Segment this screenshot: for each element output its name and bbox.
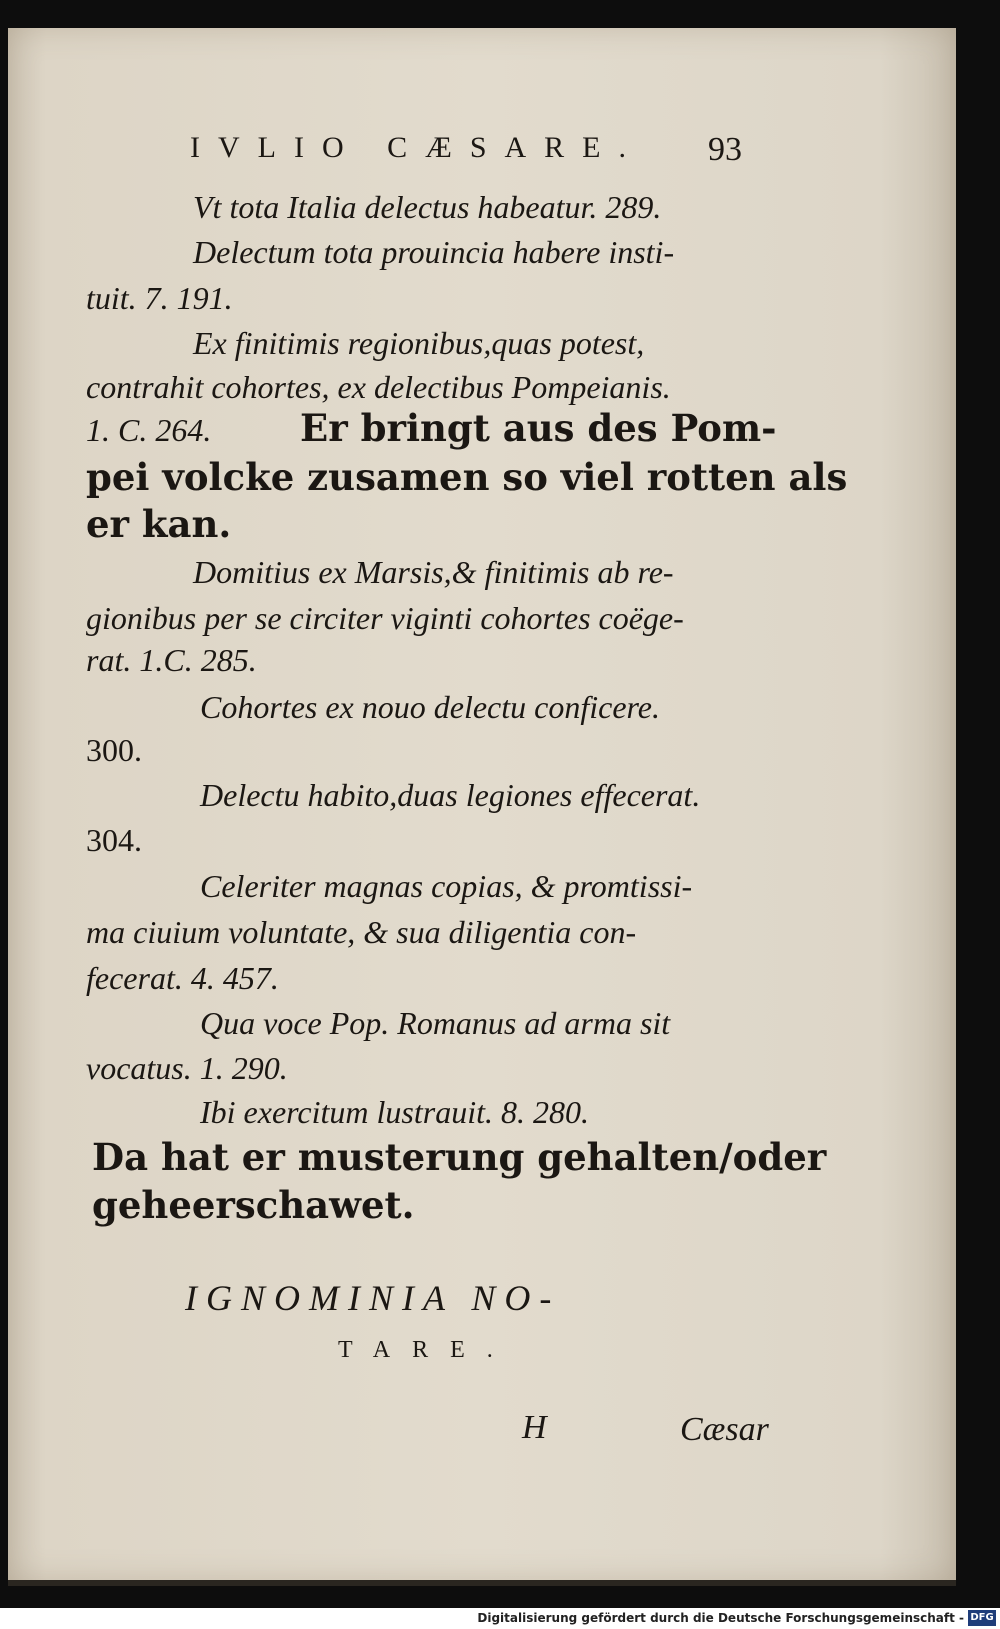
text-line-6: 1. C. 264. <box>86 412 212 448</box>
text-line-16: 304. <box>86 822 142 858</box>
text-line-13: Cohortes ex nouo delectu conficere. <box>200 689 660 725</box>
text-line-19: fecerat. 4. 457. <box>86 960 279 996</box>
text-line-23: Da hat er musterung gehalten/oder <box>92 1135 827 1179</box>
section-title: IGNOMINIA NO- <box>185 1278 561 1318</box>
text-line-10: Domitius ex Marsis,& finitimis ab re- <box>193 554 674 590</box>
text-line-15: Delectu habito,duas legiones effecerat. <box>200 777 701 813</box>
text-line-22: Ibi exercitum lustrauit. 8. 280. <box>200 1094 589 1130</box>
dfg-logo: DFG <box>968 1610 996 1626</box>
text-line-4: Ex finitimis regionibus,quas potest, <box>193 325 645 361</box>
page-number: 93 <box>708 131 742 168</box>
footer-credit: Digitalisierung gefördert durch die Deutsche Forschungsgemeinschaft - <box>477 1611 964 1625</box>
text-line-12: rat. 1.C. 285. <box>86 642 257 678</box>
signature-mark: H <box>522 1409 547 1446</box>
text-line-18: ma ciuium voluntate, & sua diligentia con- <box>86 914 637 950</box>
running-title: IVLIO CÆSARE. <box>190 131 645 164</box>
catchword: Cæsar <box>680 1411 769 1448</box>
text-line-20: Qua voce Pop. Romanus ad arma sit <box>200 1005 671 1041</box>
text-line-3: tuit. 7. 191. <box>86 280 233 316</box>
text-line-24: geheerschawet. <box>92 1183 415 1227</box>
text-line-21: vocatus. 1. 290. <box>86 1050 288 1086</box>
text-line-2: Delectum tota prouincia habere insti- <box>193 234 675 270</box>
text-line-17: Celeriter magnas copias, & promtissi- <box>200 868 693 904</box>
text-line-1: Vt tota Italia delectus habeatur. 289. <box>193 189 662 225</box>
text-line-7: Er bringt aus des Pom- <box>300 406 777 450</box>
text-line-9: er kan. <box>86 502 232 546</box>
page-bottom-edge <box>8 1580 956 1586</box>
section-title-continuation: TARE. <box>338 1337 515 1363</box>
text-line-11: gionibus per se circiter viginti cohortes coëge- <box>86 600 684 636</box>
text-line-5: contrahit cohortes, ex delectibus Pompeianis. <box>86 369 671 405</box>
text-line-14: 300. <box>86 732 142 768</box>
text-line-8: pei volcke zusamen so viel rotten als <box>86 455 848 499</box>
